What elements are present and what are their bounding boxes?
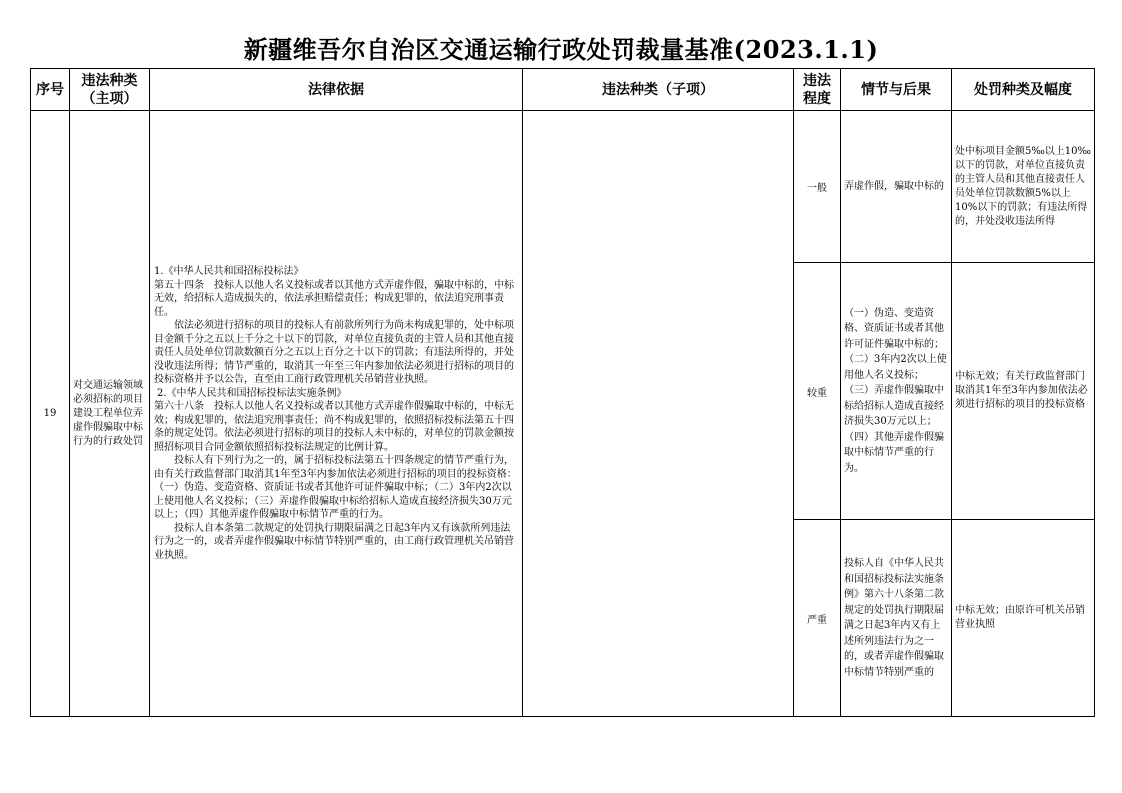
penalty-standard-table	[30, 68, 1095, 717]
penalty-general: 处中标项目金额5‰以上10‰以下的罚款，对单位直接负责的主管人员和其他直接责任人员处单位罚款数额5%以上10%以下的罚款；有违法所得的，并处没收违法所得	[952, 111, 1095, 263]
circumstance-item: （四）其他弄虚作假骗取中标情节严重的行为。	[844, 431, 944, 474]
legal-basis-cell	[150, 111, 523, 717]
circumstances-general: 弄虚作假，骗取中标的	[841, 111, 952, 263]
penalty-serious: 中标无效；有关行政监督部门取消其1年至3年内参加依法必须进行招标的项目的投标资格	[952, 263, 1095, 520]
circumstances-serious	[841, 263, 952, 520]
basis-article-68-para-2: 投标人有下列行为之一的，属于招标投标法第五十四条规定的情节严重行为，由有关行政监督部门取消其1年至3年内参加依法必须进行招标的项目的投标资格：（一）伪造、变造资格、资质证书或者其他许可证件骗取中标；（二）3年内2次以上使用他人名义投标；（三）弄虚作假骗取中标给招标人造成直接经济损失30万元以上；（四）其他弄虚作假骗取中标情节严重的行为。	[154, 455, 517, 520]
penalty-severe: 中标无效；由原许可机关吊销营业执照	[952, 520, 1095, 717]
header-degree: 违法程度	[794, 69, 841, 111]
degree-serious: 较重	[794, 263, 841, 520]
header-basis: 法律依据	[150, 69, 523, 111]
degree-severe: 严重	[794, 520, 841, 717]
table-row	[31, 111, 1095, 263]
degree-general: 一般	[794, 111, 841, 263]
header-circumstances: 情节与后果	[841, 69, 952, 111]
basis-law-title-2: 2.《中华人民共和国招标投标法实施条例》	[157, 387, 347, 399]
table-header-row	[31, 69, 1095, 111]
header-no: 序号	[31, 69, 70, 111]
main-type-cell: 对交通运输领域必须招标的项目建设工程单位弄虚作假骗取中标行为的行政处罚	[70, 111, 150, 717]
sub-type-cell	[523, 111, 794, 717]
circumstance-item: （三）弄虚作假骗取中标给招标人造成直接经济损失30万元以上；	[844, 385, 944, 428]
header-penalty: 处罚种类及幅度	[952, 69, 1095, 111]
basis-article-68: 第六十八条 投标人以他人名义投标或者以其他方式弄虚作假骗取中标的，中标无效；构成犯罪的，依法追究刑事责任；尚不构成犯罪的，依照招标投标法第五十四条的规定处罚。依法必须进行招标的项目的投标人未中标的，对单位的罚款金额按照招标项目合同金额依照招标投标法规定的比例计算。	[154, 401, 514, 453]
page-title: 新疆维吾尔自治区交通运输行政处罚裁量基准(2023.1.1)	[243, 35, 879, 64]
row-number: 19	[31, 111, 70, 717]
header-sub-type: 违法种类（子项）	[523, 69, 794, 111]
basis-article-68-para-3: 投标人自本条第二款规定的处罚执行期限届满之日起3年内又有该款所列违法行为之一的，或者弄虚作假骗取中标情节特别严重的，由工商行政管理机关吊销营业执照。	[154, 522, 514, 561]
basis-law-title-1: 1.《中华人民共和国招标投标法》	[154, 266, 304, 277]
circumstance-item: （一）伪造、变造资格、资质证书或者其他许可证件骗取中标的；	[844, 307, 944, 350]
basis-article-54: 第五十四条 投标人以他人名义投标或者以其他方式弄虚作假，骗取中标的，中标无效，给招标人造成损失的，依法承担赔偿责任；构成犯罪的，依法追究刑事责任。	[154, 279, 514, 318]
circumstance-item: （二）3年内2次以上使用他人名义投标；	[844, 354, 947, 381]
header-main-type: 违法种类（主项）	[70, 69, 150, 111]
circumstances-severe: 投标人自《中华人民共和国招标投标法实施条例》第六十八条第二款规定的处罚执行期限届满之日起3年内又有上述所列违法行为之一的，或者弄虚作假骗取中标情节特别严重的	[841, 520, 952, 717]
basis-article-54-para-2: 依法必须进行招标的项目的投标人有前款所列行为尚未构成犯罪的，处中标项目金额千分之五以上千分之十以下的罚款，对单位直接负责的主管人员和其他直接责任人员处单位罚款数额百分之五以上百分之十以下的罚款；有违法所得的，并处没收违法所得；情节严重的，取消其一年至三年内参加依法必须进行招标的项目的投标资格并予以公告，直至由工商行政管理机关吊销营业执照。	[154, 320, 514, 385]
